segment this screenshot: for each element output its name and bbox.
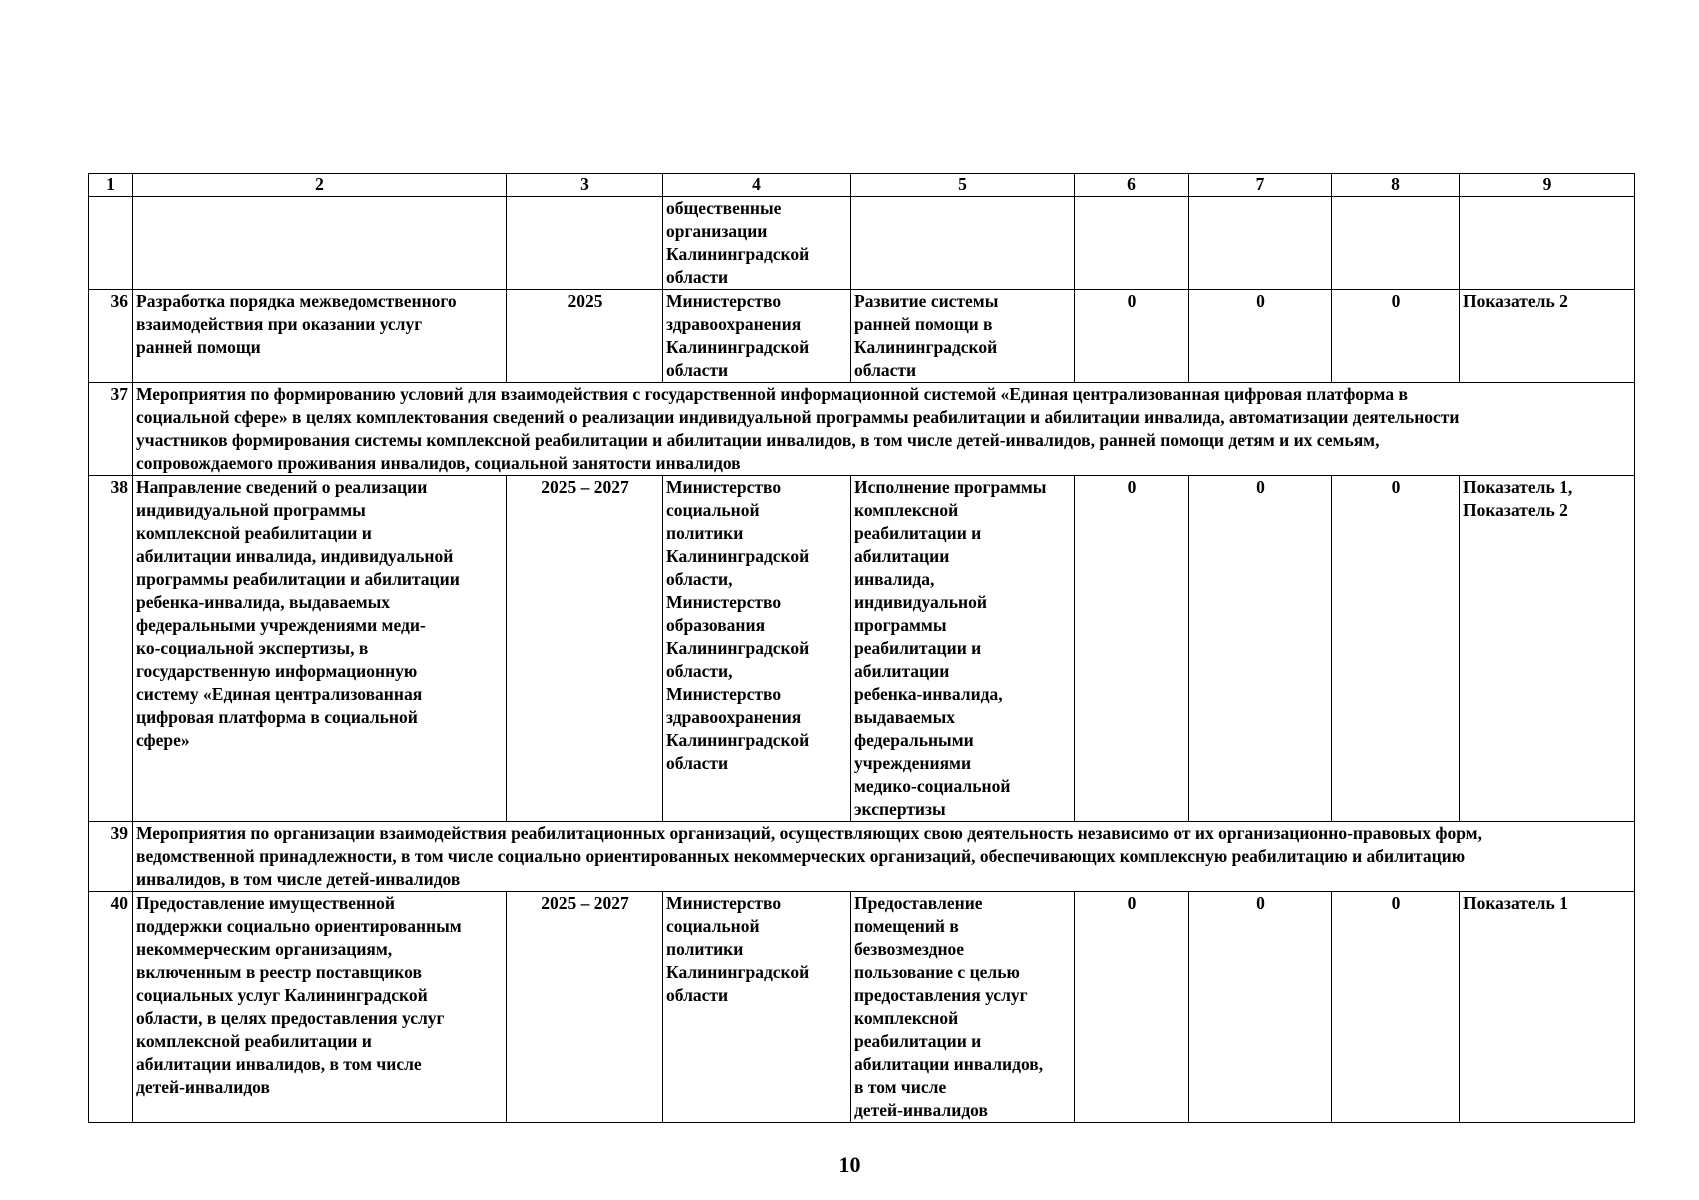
row-value-7: 0 (1189, 892, 1332, 1123)
row-indicator: Показатель 1 (1460, 892, 1635, 1123)
row-result: Развитие системы ранней помощи в Калининградской области (851, 290, 1075, 383)
table-row (89, 892, 1635, 1123)
row-period: 2025 – 2027 (507, 892, 663, 1123)
header-cell-9: 9 (1460, 174, 1635, 197)
table-row (89, 476, 1635, 822)
row-executor: общественные организации Калининградской области (663, 197, 851, 290)
row-executor: Министерство социальной политики Калининградской области (663, 892, 851, 1123)
row-indicator: Показатель 2 (1460, 290, 1635, 383)
row-value-6: 0 (1075, 892, 1189, 1123)
header-cell-2: 2 (133, 174, 507, 197)
header-cell-7: 7 (1189, 174, 1332, 197)
row-value-8: 0 (1332, 476, 1460, 822)
row-value-7: 0 (1189, 476, 1332, 822)
section-row (89, 822, 1635, 892)
row-value-6: 0 (1075, 476, 1189, 822)
plan-table (88, 173, 1635, 1123)
row-indicator (1460, 197, 1635, 290)
section-title: Мероприятия по формированию условий для взаимодействия с государственной информационной системой «Единая централизованная цифровая платформа в социальной сфере» в целях комплектования сведений о реализации индивидуальной программы реабилитации и абилитации инвалида, автоматизации деятельности участников формирования системы комплексной реабилитации и абилитации инвалидов, в том числе детей-инвалидов, ранней помощи детям и их семьям, сопровождаемого проживания инвалидов, социальной занятости инвалидов (133, 383, 1635, 476)
page-number: 10 (838, 1152, 861, 1177)
row-value-8: 0 (1332, 892, 1460, 1123)
row-value-6: 0 (1075, 290, 1189, 383)
header-cell-1: 1 (89, 174, 133, 197)
section-number: 39 (89, 822, 133, 892)
row-indicator: Показатель 1, Показатель 2 (1460, 476, 1635, 822)
row-period: 2025 – 2027 (507, 476, 663, 822)
header-cell-6: 6 (1075, 174, 1189, 197)
row-executor: Министерство социальной политики Калининградской области, Министерство образования Калининградской области, Министерство здравоохранения Калининградской области (663, 476, 851, 822)
row-value-7 (1189, 197, 1332, 290)
row-number: 38 (89, 476, 133, 822)
header-cell-8: 8 (1332, 174, 1460, 197)
section-title: Мероприятия по организации взаимодействия реабилитационных организаций, осуществляющих свою деятельность независимо от их организационно-правовых форм, ведомственной принадлежности, в том числе социально ориентированных некоммерческих организаций, обеспечивающих комплексную реабилитацию и абилитацию инвалидов, в том числе детей-инвалидов (133, 822, 1635, 892)
row-executor: Министерство здравоохранения Калининградской области (663, 290, 851, 383)
row-result (851, 197, 1075, 290)
row-result: Исполнение программы комплексной реабилитации и абилитации инвалида, индивидуальной программы реабилитации и абилитации ребенка-инвалида, выдаваемых федеральными учреждениями медико-социальной экспертизы (851, 476, 1075, 822)
row-value-8: 0 (1332, 290, 1460, 383)
row-value-7: 0 (1189, 290, 1332, 383)
table-body (89, 174, 1635, 1123)
row-number: 40 (89, 892, 133, 1123)
section-number: 37 (89, 383, 133, 476)
row-activity: Направление сведений о реализации индивидуальной программы комплексной реабилитации и абилитации инвалида, индивидуальной программы реабилитации и абилитации ребенка-инвалида, выдаваемых федеральными учреждениями меди- ко-социальной экспертизы, в государственную информационную систему «Единая централизованная цифровая платформа в социальной сфере» (133, 476, 507, 822)
header-row (89, 174, 1635, 197)
row-period (507, 197, 663, 290)
table-row (89, 290, 1635, 383)
row-number: 36 (89, 290, 133, 383)
row-value-6 (1075, 197, 1189, 290)
row-activity: Предоставление имущественной поддержки социально ориентированным некоммерческим организациям, включенным в реестр поставщиков социальных услуг Калининградской области, в целях предоставления услуг комплексной реабилитации и абилитации инвалидов, в том числе детей-инвалидов (133, 892, 507, 1123)
row-period: 2025 (507, 290, 663, 383)
row-number (89, 197, 133, 290)
table-row (89, 197, 1635, 290)
row-result: Предоставление помещений в безвозмездное пользование с целью предоставления услуг комплексной реабилитации и абилитации инвалидов, в том числе детей-инвалидов (851, 892, 1075, 1123)
document-sheet (88, 173, 1634, 1123)
section-row (89, 383, 1635, 476)
header-cell-4: 4 (663, 174, 851, 197)
row-value-8 (1332, 197, 1460, 290)
row-activity (133, 197, 507, 290)
row-activity: Разработка порядка межведомственного взаимодействия при оказании услуг ранней помощи (133, 290, 507, 383)
header-cell-5: 5 (851, 174, 1075, 197)
header-cell-3: 3 (507, 174, 663, 197)
